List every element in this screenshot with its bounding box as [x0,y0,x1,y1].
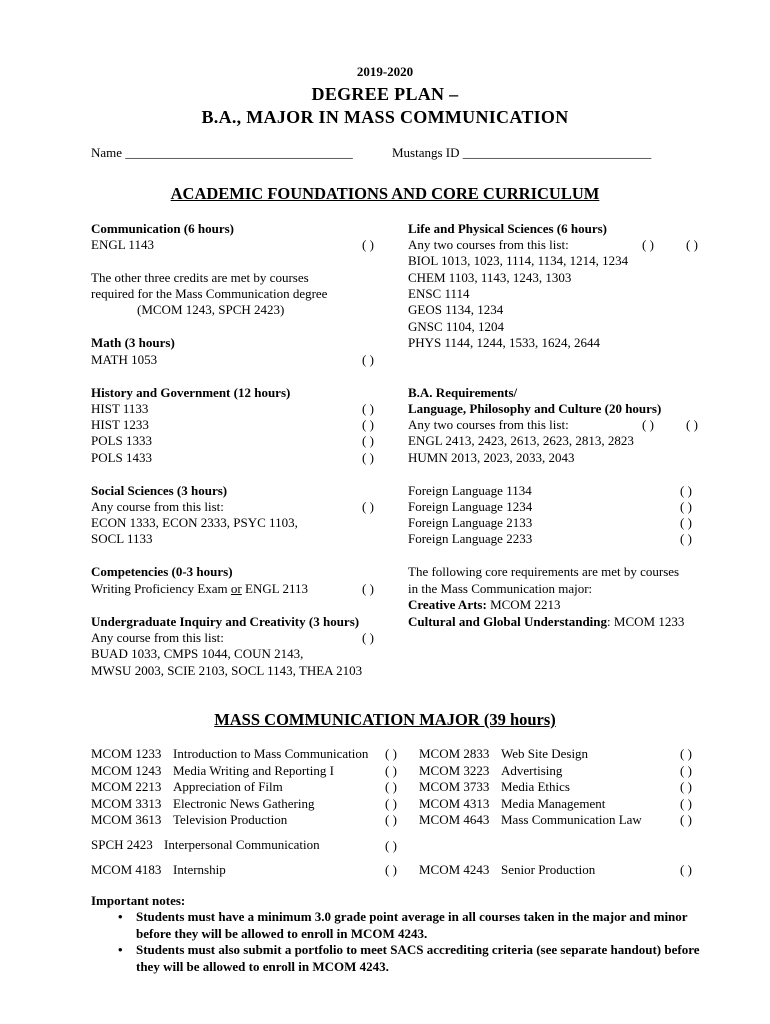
major-course-name: Media Ethics [501,779,570,794]
ba-line-2: ENGL 2413, 2423, 2613, 2623, 2813, 2823 [408,433,634,448]
major-course-name: Media Management [501,796,606,811]
major-course-name: Senior Production [501,862,596,877]
checkbox-mcom-3733[interactable]: ( ) [680,779,692,794]
checkbox-pols-1333[interactable]: ( ) [362,433,374,448]
math-1053: MATH 1053 [91,352,158,367]
checkbox-hist-1133[interactable]: ( ) [362,401,374,416]
major-course-name: Introduction to Mass Communication [173,746,369,761]
checkbox-hist-1233[interactable]: ( ) [362,417,374,432]
science-list: GEOS 1134, 1234 [408,302,504,317]
checkbox-mcom-1243[interactable]: ( ) [385,763,397,778]
history-course: HIST 1133 [91,401,149,416]
history-title: History and Government (12 hours) [91,385,291,400]
checkbox-mcom-4643[interactable]: ( ) [680,812,692,827]
history-course: HIST 1233 [91,417,149,432]
checkbox-science-1[interactable]: ( ) [642,237,654,252]
core-heading: ACADEMIC FOUNDATIONS AND CORE CURRICULUM [170,184,600,203]
science-list: CHEM 1103, 1143, 1243, 1303 [408,270,572,285]
note-item: • Students must have a minimum 3.0 grade point average in all courses taken in the major and minor before they will be allowed to enroll in MCOM 4243. [110,909,710,942]
note-item: • Students must also submit a portfolio to meet SACS accrediting criteria (see separate handout) before they will be allowed to enroll in MCOM 4243. [110,942,710,975]
major-course-code: MCOM 4313 [419,796,490,811]
major-course-code: MCOM 3223 [419,763,490,778]
social-line-2: ECON 1333, ECON 2333, PSYC 1103, [91,515,298,530]
competencies-title: Competencies (0-3 hours) [91,564,233,579]
checkbox-social[interactable]: ( ) [362,499,374,514]
document-title: DEGREE PLAN – [311,84,459,104]
major-course-code: MCOM 1243 [91,763,162,778]
communication-note-3: (MCOM 1243, SPCH 2423) [137,302,285,317]
checkbox-mcom-4313[interactable]: ( ) [680,796,692,811]
major-course-code: MCOM 4243 [419,862,490,877]
major-course-name: Electronic News Gathering [173,796,315,811]
social-title: Social Sciences (3 hours) [91,483,228,498]
major-course-code: MCOM 2213 [91,779,162,794]
major-course-name: Television Production [173,812,288,827]
checkbox-fl-2233[interactable]: ( ) [680,531,692,546]
major-course-code: MCOM 3313 [91,796,162,811]
name-field[interactable]: Name ___________________________________ [91,145,353,160]
met-line-2: in the Mass Communication major: [408,581,593,596]
checkbox-math-1053[interactable]: ( ) [362,352,374,367]
ba-line-1: Any two courses from this list: [408,417,569,432]
checkbox-competencies[interactable]: ( ) [362,581,374,596]
major-heading: MASS COMMUNICATION MAJOR (39 hours) [214,710,556,729]
foreign-language: Foreign Language 2233 [408,531,533,546]
major-course-name: Advertising [501,763,563,778]
science-title: Life and Physical Sciences (6 hours) [408,221,607,236]
communication-title: Communication (6 hours) [91,221,235,236]
major-course-code: MCOM 3613 [91,812,162,827]
checkbox-mcom-4183[interactable]: ( ) [385,862,397,877]
science-list: PHYS 1144, 1244, 1533, 1624, 2644 [408,335,601,350]
major-course-name: Internship [173,862,226,877]
mustangs-id-field[interactable]: Mustangs ID _____________________________ [392,145,652,160]
social-line-1: Any course from this list: [91,499,224,514]
major-course-name: Web Site Design [501,746,589,761]
major-course-code: MCOM 2833 [419,746,490,761]
engl-1143: ENGL 1143 [91,237,154,252]
ba-title-2: Language, Philosophy and Culture (20 hours) [408,401,662,416]
major-course-name: Mass Communication Law [501,812,642,827]
checkbox-mcom-2833[interactable]: ( ) [680,746,692,761]
checkbox-pols-1433[interactable]: ( ) [362,450,374,465]
communication-note-2: required for the Mass Communication degree [91,286,328,301]
major-course-code: MCOM 1233 [91,746,162,761]
math-title: Math (3 hours) [91,335,175,350]
checkbox-fl-1134[interactable]: ( ) [680,483,692,498]
history-course: POLS 1333 [91,433,153,448]
ba-title-1: B.A. Requirements/ [408,385,518,400]
creative-arts: Creative Arts: MCOM 2213 [408,597,561,612]
foreign-language: Foreign Language 1234 [408,499,533,514]
checkbox-fl-1234[interactable]: ( ) [680,499,692,514]
document-subtitle: B.A., MAJOR IN MASS COMMUNICATION [201,107,569,127]
science-list: BIOL 1013, 1023, 1114, 1134, 1214, 1234 [408,253,629,268]
checkbox-science-2[interactable]: ( ) [686,237,698,252]
science-list: ENSC 1114 [408,286,470,301]
communication-note-1: The other three credits are met by courses [91,270,309,285]
foreign-language: Foreign Language 2133 [408,515,533,530]
notes-title: Important notes: [91,893,186,908]
checkbox-mcom-3223[interactable]: ( ) [680,763,692,778]
major-course-code: MCOM 4643 [419,812,490,827]
competencies-line: Writing Proficiency Exam or ENGL 2113 [91,581,308,596]
history-course: POLS 1433 [91,450,153,465]
social-line-3: SOCL 1133 [91,531,153,546]
checkbox-fl-2133[interactable]: ( ) [680,515,692,530]
checkbox-mcom-3613[interactable]: ( ) [385,812,397,827]
checkbox-spch-2423[interactable]: ( ) [385,838,397,853]
inquiry-line-3: MWSU 2003, SCIE 2103, SOCL 1143, THEA 2103 [91,663,363,678]
plan-year: 2019-2020 [356,64,414,79]
checkbox-inquiry[interactable]: ( ) [362,630,374,645]
met-line-1: The following core requirements are met by courses [408,564,680,579]
inquiry-line-1: Any course from this list: [91,630,224,645]
notes-list [110,909,710,975]
checkbox-mcom-4243[interactable]: ( ) [680,862,692,877]
foreign-language: Foreign Language 1134 [408,483,532,498]
science-line-1: Any two courses from this list: [408,237,569,252]
checkbox-engl-1143[interactable]: ( ) [362,237,374,252]
major-course-name: Media Writing and Reporting I [173,763,334,778]
major-course-code: MCOM 3733 [419,779,490,794]
science-list: GNSC 1104, 1204 [408,319,504,334]
checkbox-ba-2[interactable]: ( ) [686,417,698,432]
cultural-understanding: Cultural and Global Understanding: MCOM 1233 [408,614,685,629]
checkbox-ba-1[interactable]: ( ) [642,417,654,432]
major-course-code: SPCH 2423 [91,837,153,852]
major-course-name: Interpersonal Communication [164,837,320,852]
ba-line-3: HUMN 2013, 2023, 2033, 2043 [408,450,575,465]
checkbox-mcom-2213[interactable]: ( ) [385,779,397,794]
checkbox-mcom-1233[interactable]: ( ) [385,746,397,761]
inquiry-line-2: BUAD 1033, CMPS 1044, COUN 2143, [91,646,304,661]
major-course-name: Appreciation of Film [173,779,283,794]
checkbox-mcom-3313[interactable]: ( ) [385,796,397,811]
inquiry-title: Undergraduate Inquiry and Creativity (3 hours) [91,614,360,629]
major-course-code: MCOM 4183 [91,862,162,877]
